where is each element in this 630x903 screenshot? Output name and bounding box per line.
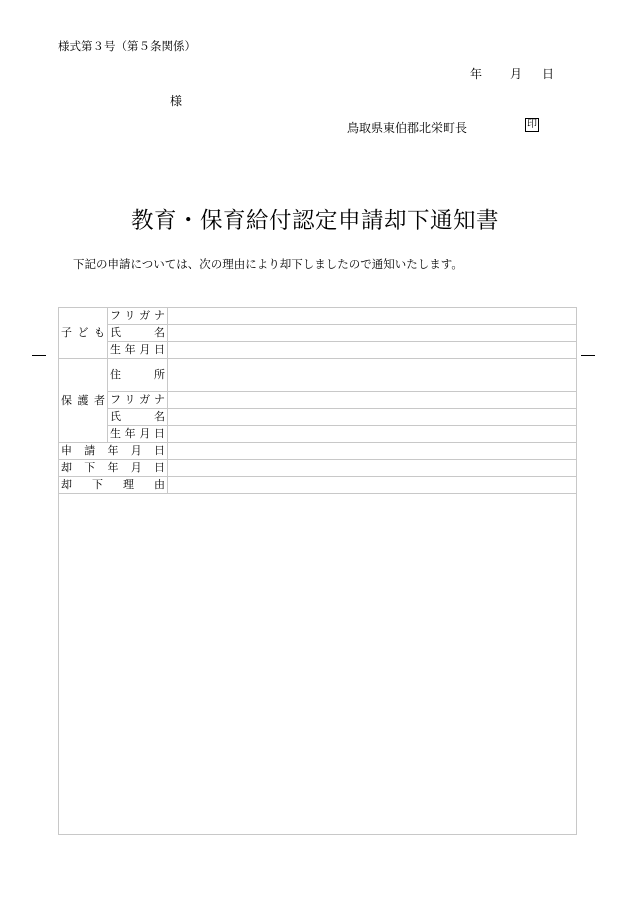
application-date-row bbox=[59, 443, 577, 460]
guardian-group-label: 保護者 bbox=[59, 359, 108, 443]
form-number: 様式第３号（第５条関係） bbox=[58, 39, 196, 53]
child-furigana-row bbox=[59, 308, 577, 325]
year-label: 年 bbox=[470, 67, 483, 81]
child-birthdate-label: 生年月日 bbox=[108, 342, 168, 359]
child-group-label: 子ども bbox=[59, 308, 108, 359]
issuer-name: 鳥取県東伯郡北栄町長 bbox=[347, 121, 468, 135]
guardian-furigana-label: フリガナ bbox=[108, 392, 168, 409]
child-name-field[interactable] bbox=[168, 325, 577, 342]
guardian-name-label: 氏名 bbox=[108, 409, 168, 426]
rejection-reason-label-row bbox=[59, 477, 577, 494]
rejection-date-field[interactable] bbox=[168, 460, 577, 477]
guardian-address-label: 住所 bbox=[108, 359, 168, 392]
application-date-label: 申請年月日 bbox=[59, 443, 168, 460]
fold-mark-right bbox=[581, 355, 595, 356]
guardian-furigana-row bbox=[59, 392, 577, 409]
child-furigana-field[interactable] bbox=[168, 308, 577, 325]
child-birthdate-field[interactable] bbox=[168, 342, 577, 359]
guardian-birthdate-field[interactable] bbox=[168, 426, 577, 443]
intro-text: 下記の申請については、次の理由により却下しましたので通知いたします。 bbox=[73, 257, 463, 271]
child-furigana-label: フリガナ bbox=[108, 308, 168, 325]
day-label: 日 bbox=[542, 67, 555, 81]
month-label: 月 bbox=[510, 67, 523, 81]
rejection-date-row bbox=[59, 460, 577, 477]
rejection-reason-row bbox=[59, 494, 577, 835]
addressee-suffix: 様 bbox=[170, 94, 183, 108]
rejection-date-label: 却下年月日 bbox=[59, 460, 168, 477]
rejection-reason-label: 却下理由 bbox=[59, 477, 168, 494]
application-date-field[interactable] bbox=[168, 443, 577, 460]
guardian-name-field[interactable] bbox=[168, 409, 577, 426]
fold-mark-left bbox=[32, 355, 46, 356]
child-name-row bbox=[59, 325, 577, 342]
application-info-table bbox=[58, 307, 577, 835]
guardian-address-field[interactable] bbox=[168, 359, 577, 392]
guardian-name-row bbox=[59, 409, 577, 426]
date-line bbox=[470, 65, 554, 82]
document-title: 教育・保育給付認定申請却下通知書 bbox=[130, 208, 499, 234]
guardian-birthdate-row bbox=[59, 426, 577, 443]
guardian-address-row bbox=[59, 359, 577, 392]
seal-mark: 印 bbox=[527, 119, 537, 130]
guardian-birthdate-label: 生年月日 bbox=[108, 426, 168, 443]
child-name-label: 氏名 bbox=[108, 325, 168, 342]
guardian-furigana-field[interactable] bbox=[168, 392, 577, 409]
rejection-reason-field[interactable] bbox=[59, 494, 577, 835]
rejection-reason-header-blank bbox=[168, 477, 577, 494]
child-birthdate-row bbox=[59, 342, 577, 359]
